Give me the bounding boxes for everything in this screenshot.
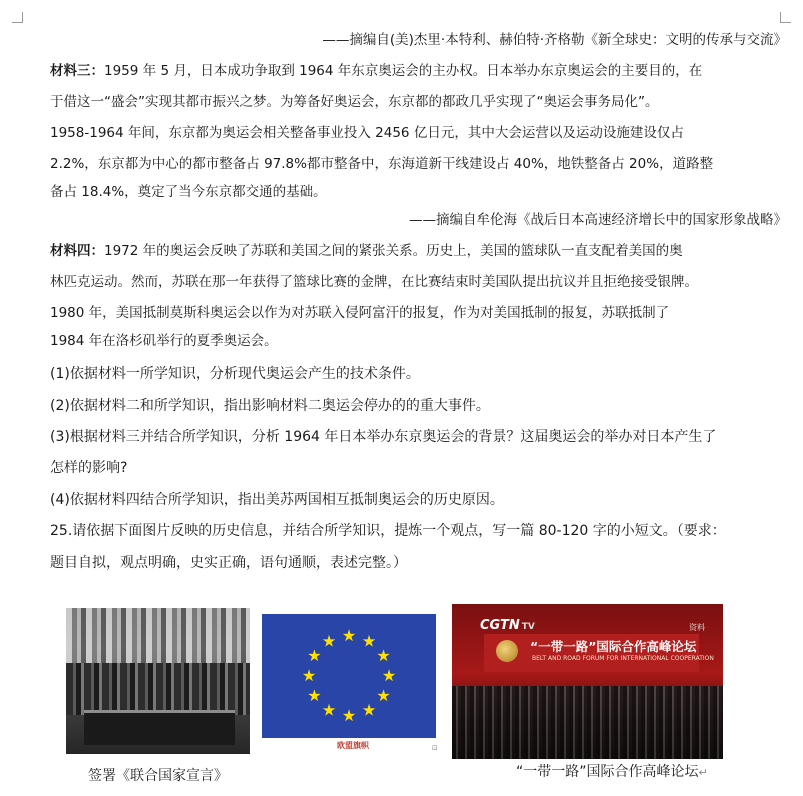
eu-star-icon: ★ [321, 631, 337, 651]
page-corner-mark [12, 12, 23, 23]
page-corner-mark [780, 12, 791, 23]
eu-star-icon: ★ [376, 686, 391, 705]
crowd-figures [66, 663, 250, 714]
material4-line-2: 林匹克运动。然而，苏联在那一年获得了篮球比赛的金牌，在比赛结束时美国队提出抗议并且拒绝接受银牌。 [50, 274, 698, 290]
un-declaration-photo [66, 608, 250, 754]
forum-banner-subtitle: BELT AND ROAD FORUM FOR INTERNATIONAL COOPERATION [532, 655, 714, 662]
cgtn-logo: CGTN TV [480, 618, 535, 633]
group-photo-people [452, 686, 723, 759]
forum-logo-icon [496, 640, 518, 662]
material4-line-3: 1980 年，美国抵制莫斯科奥运会以作为对苏联入侵阿富汗的报复，作为对美国抵制的报复，苏联抵制了 [50, 305, 670, 321]
question-3: (3)根据材料三并结合所学知识，分析 1964 年日本举办东京奥运会的背景？这届奥运会的举办对日本产生了 [50, 429, 717, 445]
signing-table [84, 710, 235, 745]
material4-text: 1972 年的奥运会反映了苏联和美国之间的紧张关系。历史上，美国的篮球队一直支配着美国的奥 [104, 243, 683, 259]
eu-star-icon: ★ [307, 686, 322, 705]
material4-line-4: 1984 年在洛杉矶举行的夏季奥运会。 [50, 333, 278, 349]
archive-tag: 资料 [689, 623, 705, 632]
image3-caption: “一带一路”国际合作高峰论坛↵ [516, 764, 708, 780]
eu-flag-image [262, 614, 436, 738]
source-citation-1: ——摘编自(美)杰里·本特利、赫伯特·齐格勒《新全球史：文明的传承与交流》 [322, 32, 787, 48]
question-25-line-1: 25.请依据下面图片反映的历史信息，并结合所学知识，提炼一个观点，写一篇 80-120 字的小短文。（要求： [50, 523, 726, 539]
question-25-line-2: 题目自拟，观点明确，史实正确，语句通顺，表述完整。） [50, 555, 407, 571]
material4-line-1 [50, 241, 683, 261]
material3-line-4: 2.2%，东京都为中心的都市整备占 97.8%都市整备中，东海道新干线建设占 40%，地铁整备占 20%，道路整 [50, 156, 714, 172]
material3-text: 1959 年 5 月，日本成功争取到 1964 年东京奥运会的主办权。日本举办东京奥运会的主要目的，在 [104, 63, 703, 79]
eu-star-icon: ★ [307, 646, 322, 665]
material3-line-1 [50, 61, 702, 81]
material3-line-2: 于借这一“盛会”实现其都市振兴之梦。为筹备好奥运会，东京都的都政几乎实现了“奥运会事务局化”。 [50, 94, 659, 110]
question-4: (4)依据材料四结合所学知识，指出美苏两国相互抵制奥运会的历史原因。 [50, 492, 504, 508]
material3-line-3: 1958-1964 年间，东京都为奥运会相关整备事业投入 2456 亿日元，其中大会运营以及运动设施建设仅占 [50, 125, 684, 141]
eu-star-icon: ★ [361, 631, 377, 651]
eu-star-icon: ★ [341, 626, 357, 645]
eu-star-icon: ★ [361, 700, 377, 720]
flags-background [66, 608, 250, 666]
forum-banner [484, 634, 714, 672]
forum-banner-title: “一带一路”国际合作高峰论坛 [530, 639, 697, 654]
source-citation-2: ——摘编自牟伦海《战后日本高速经济增长中的国家形象战略》 [409, 212, 787, 228]
eu-flag-caption: 欧盟旗帜 [337, 741, 369, 750]
eu-star-icon: ★ [376, 646, 391, 665]
material3-label: 材料三： [50, 63, 104, 79]
question-2: (2)依据材料二和所学知识，指出影响材料二奥运会停办的的重大事件。 [50, 398, 490, 414]
belt-road-forum-photo [452, 604, 723, 759]
question-1: (1)依据材料一所学知识，分析现代奥运会产生的技术条件。 [50, 366, 420, 382]
image1-caption: 签署《联合国家宣言》 [88, 768, 228, 784]
image-anchor-mark: ⊡ [432, 744, 438, 752]
eu-star-icon: ★ [341, 706, 357, 725]
eu-star-icon: ★ [321, 700, 337, 720]
eu-star-icon: ★ [301, 666, 317, 685]
question-3-cont: 怎样的影响? [50, 460, 128, 476]
material4-label: 材料四： [50, 243, 104, 259]
eu-stars [262, 614, 436, 738]
material3-line-5: 备占 18.4%，奠定了当今东京都交通的基础。 [50, 184, 327, 200]
eu-star-icon: ★ [381, 666, 397, 685]
